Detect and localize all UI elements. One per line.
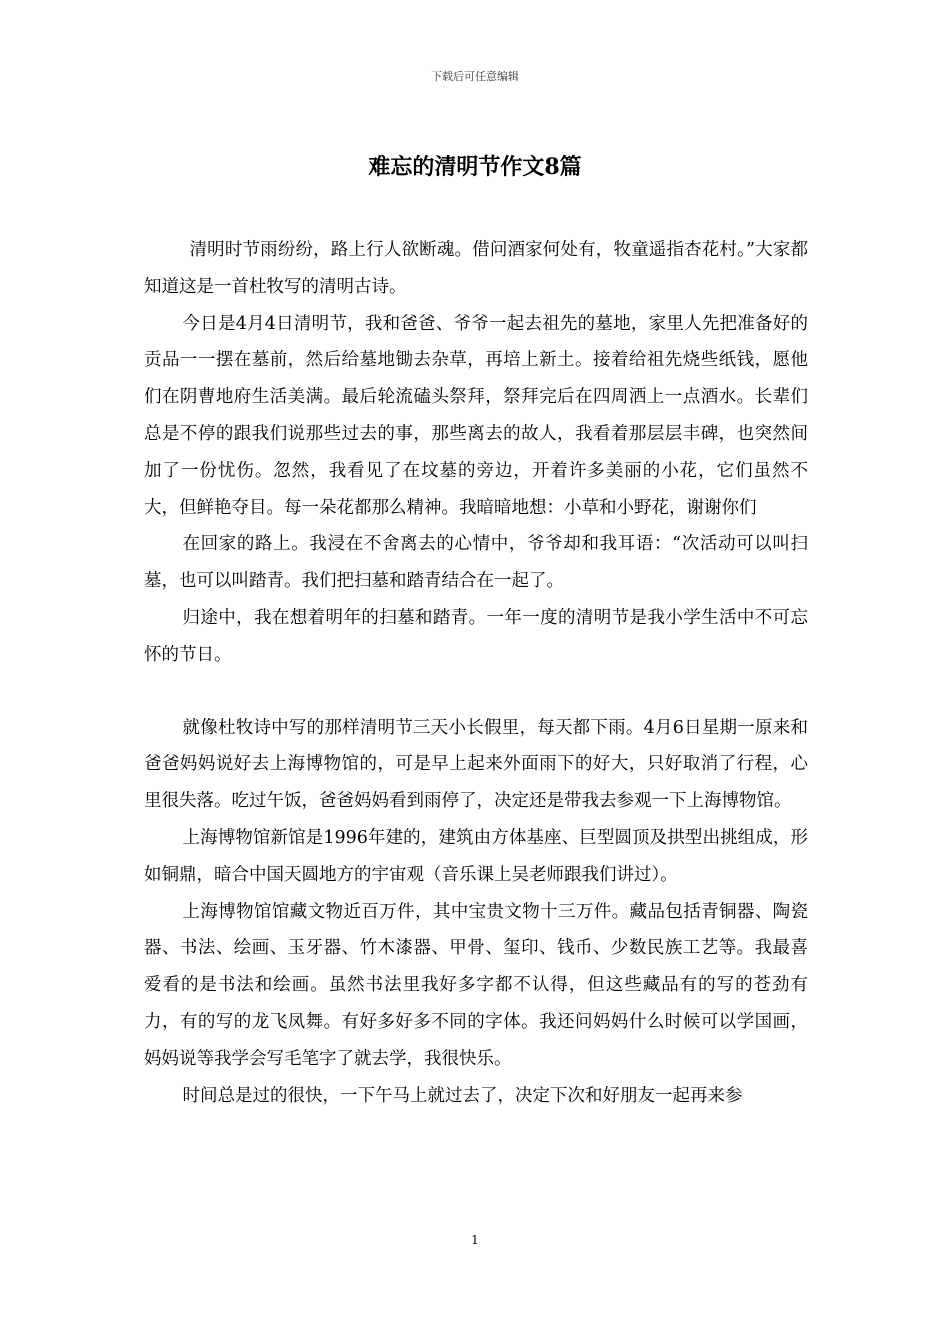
paragraph: 上海博物馆新馆是1996年建的，建筑由方体基座、巨型圆顶及拱型出挑组成，形如铜鼎，暗合中国天圆地方的宇宙观（音乐课上吴老师跟我们讲过）。 bbox=[144, 827, 808, 885]
document-body bbox=[144, 232, 808, 1114]
paragraph: 今日是4月4日清明节，我和爸爸、爷爷一起去祖先的墓地，家里人先把准备好的贡品一一摆在墓前，然后给墓地锄去杂草，再培上新土。接着给祖先烧些纸钱，愿他们在阴曹地府生活美满。最后轮流磕头祭拜，祭拜完后在四周洒上一点酒水。长辈们总是不停的跟我们说那些过去的事，那些离去的故人，我看着那层层丰碑，也突然间加了一份忧伤。忽然，我看见了在坟墓的旁边，开着许多美丽的小花，它们虽然不大，但鲜艳夺目。每一朵花都那么精神。我暗暗地想：小草和小野花，谢谢你们 bbox=[144, 313, 808, 518]
header-note: 下载后可任意编辑 bbox=[431, 70, 519, 83]
paragraph: 在回家的路上。我浸在不舍离去的心情中，爷爷却和我耳语：“次活动可以叫扫墓，也可以叫踏青。我们把扫墓和踏青结合在一起了。 bbox=[144, 534, 808, 592]
document-title: 难忘的清明节作文8篇 bbox=[368, 154, 582, 180]
section-gap bbox=[144, 674, 808, 710]
paragraph: 就像杜牧诗中写的那样清明节三天小长假里，每天都下雨。4月6日星期一原来和爸爸妈妈说好去上海博物馆的，可是早上起来外面雨下的好大，只好取消了行程，心里很失落。吃过午饭，爸爸妈妈看到雨停了，决定还是带我去参观一下上海博物馆。 bbox=[144, 717, 808, 812]
paragraph: 清明时节雨纷纷，路上行人欲断魂。借问酒家何处有，牧童遥指杏花村。”大家都知道这是一首杜牧写的清明古诗。 bbox=[144, 240, 808, 297]
paragraph: 时间总是过的很快，一下午马上就过去了，决定下次和好朋友一起再来参 bbox=[182, 1085, 743, 1106]
paragraph: 上海博物馆馆藏文物近百万件，其中宝贵文物十三万件。藏品包括青铜器、陶瓷器、书法、绘画、玉牙器、竹木漆器、甲骨、玺印、钱币、少数民族工艺等。我最喜爱看的是书法和绘画。虽然书法里我好多字都不认得，但这些藏品有的写的苍劲有力，有的写的龙飞凤舞。有好多好多不同的字体。我还问妈妈什么时候可以学国画，妈妈说等我学会写毛笔字了就去学，我很快乐。 bbox=[144, 901, 808, 1069]
paragraph: 归途中，我在想着明年的扫墓和踏青。一年一度的清明节是我小学生活中不可忘怀的节日。 bbox=[144, 607, 808, 665]
page-number: 1 bbox=[471, 1233, 479, 1247]
